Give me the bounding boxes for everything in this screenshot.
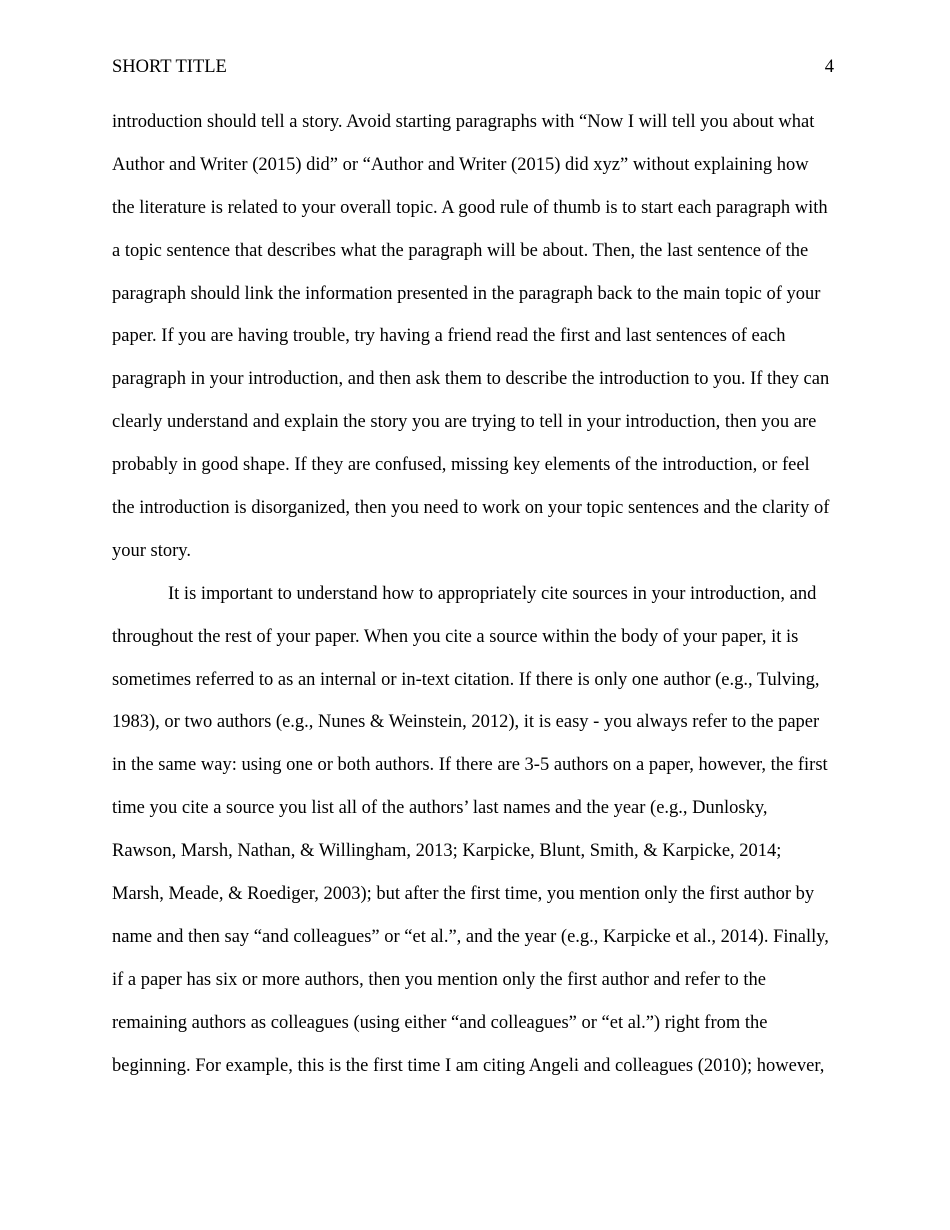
text-line: 1983), or two authors (e.g., Nunes & Weinstein, 2012), it is easy - you always refer to the paper (112, 712, 820, 733)
paragraph-first-line: It is important to understand how to appropriately cite sources in your introduction, and (168, 583, 817, 604)
text-line: Marsh, Meade, & Roediger, 2003); but after the first time, you mention only the first author by (112, 884, 815, 905)
text-line: throughout the rest of your paper. When you cite a source within the body of your paper, it is (112, 626, 799, 647)
text-line: the literature is related to your overall topic. A good rule of thumb is to start each paragraph with (112, 197, 828, 218)
text-line: your story. (112, 540, 191, 561)
text-line: the introduction is disorganized, then you need to work on your topic sentences and the clarity of (112, 498, 830, 519)
text-line: if a paper has six or more authors, then you mention only the first author and refer to the (112, 969, 766, 990)
text-line: sometimes referred to as an internal or in-text citation. If there is only one author (e.g., Tulving, (112, 669, 820, 690)
text-line: Author and Writer (2015) did” or “Author and Writer (2015) did xyz” without explaining how (112, 154, 809, 175)
page-number: 4 (824, 57, 834, 77)
text-line: Rawson, Marsh, Nathan, & Willingham, 2013; Karpicke, Blunt, Smith, & Karpicke, 2014; (112, 841, 782, 862)
text-line: in the same way: using one or both authors. If there are 3-5 authors on a paper, however, the first (112, 755, 828, 776)
text-line: name and then say “and colleagues” or “et al.”, and the year (e.g., Karpicke et al., 2014). Finally, (112, 926, 829, 947)
text-line: paragraph in your introduction, and then ask them to describe the introduction to you. If they can (112, 369, 830, 390)
text-line: introduction should tell a story. Avoid starting paragraphs with “Now I will tell you about what (112, 112, 815, 132)
body-text (112, 109, 842, 1095)
text-line: beginning. For example, this is the first time I am citing Angeli and colleagues (2010); however, (112, 1055, 825, 1076)
text-line: remaining authors as colleagues (using either “and colleagues” or “et al.”) right from the (112, 1012, 768, 1033)
text-line: clearly understand and explain the story you are trying to tell in your introduction, then you are (112, 412, 817, 433)
text-line: probably in good shape. If they are confused, missing key elements of the introduction, or feel (112, 455, 810, 476)
text-line: paper. If you are having trouble, try having a friend read the first and last sentences of each (112, 326, 786, 347)
running-head: SHORT TITLE (112, 57, 227, 77)
text-line: a topic sentence that describes what the paragraph will be about. Then, the last sentence of the (112, 240, 809, 261)
text-line: time you cite a source you list all of the authors’ last names and the year (e.g., Dunlosky, (112, 798, 768, 819)
text-line: paragraph should link the information presented in the paragraph back to the main topic of your (112, 283, 821, 304)
